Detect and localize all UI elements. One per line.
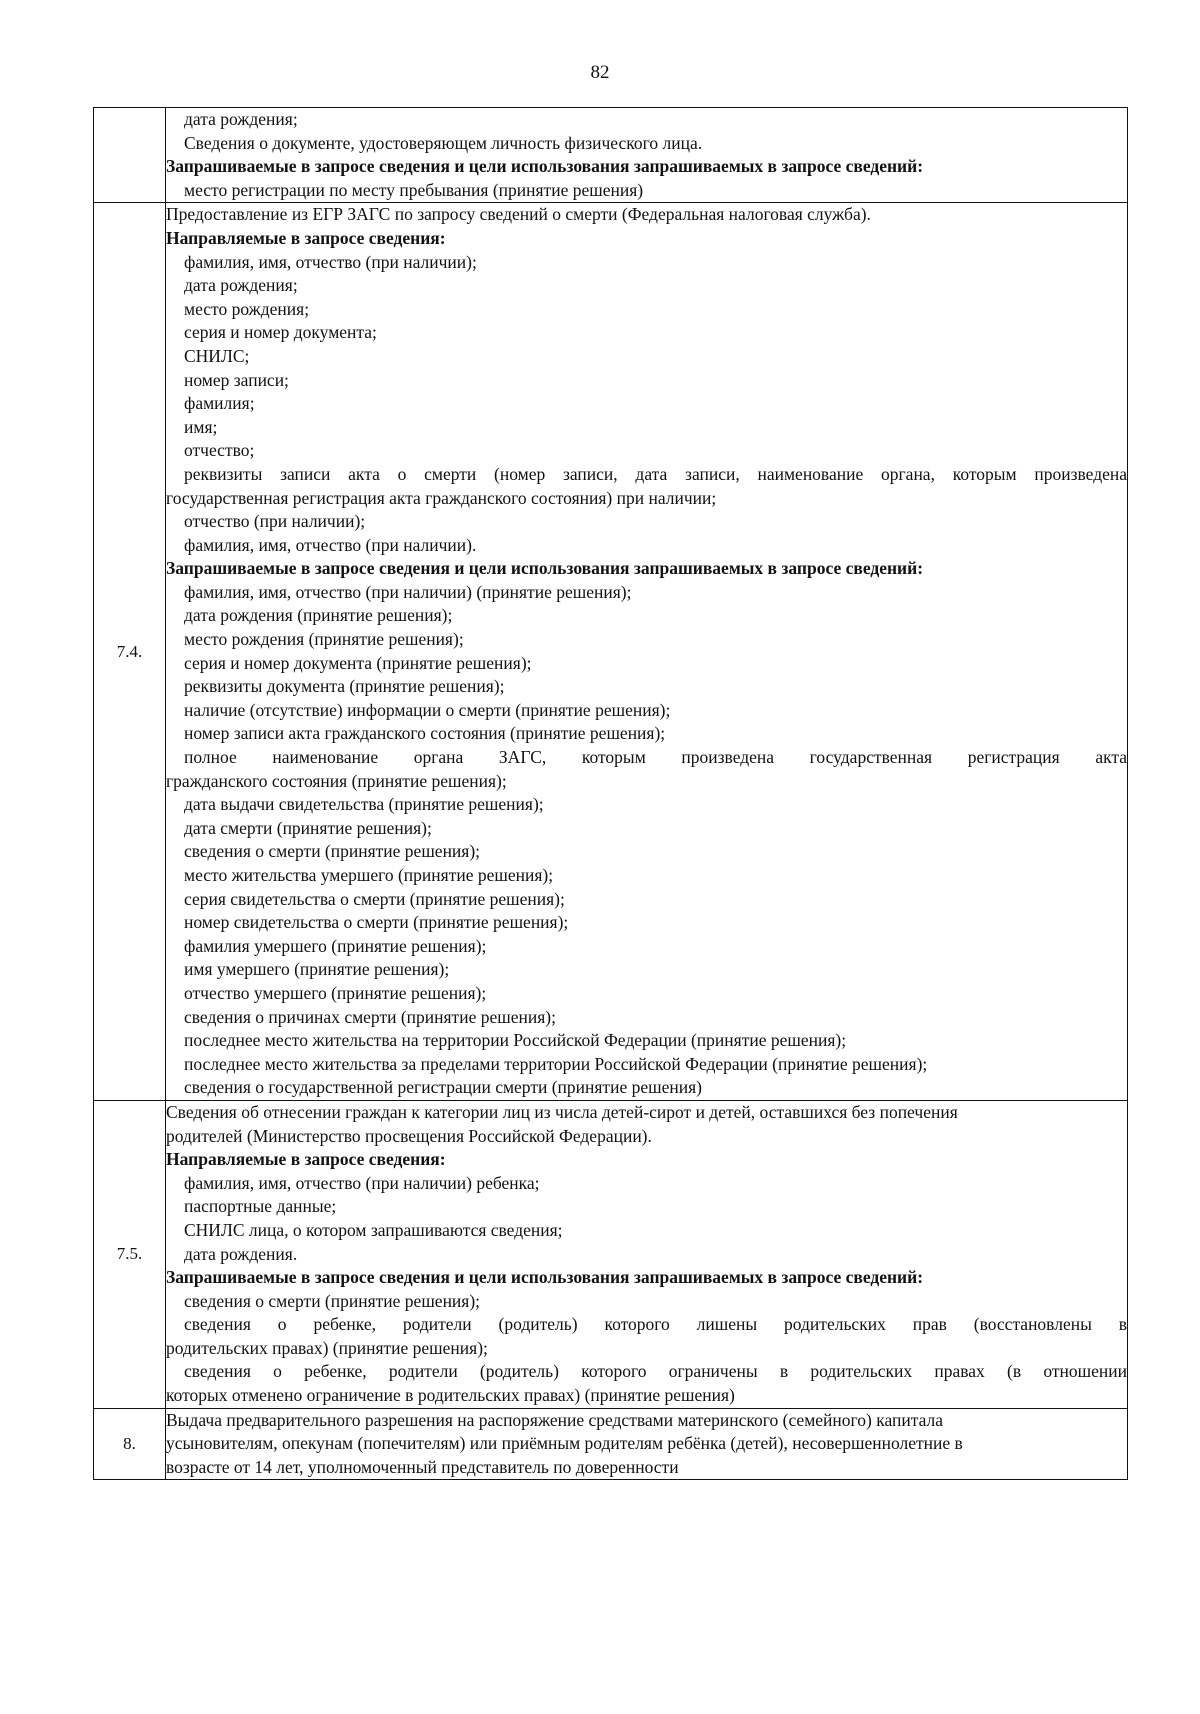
table-row [94,1408,1128,1480]
section-heading: Запрашиваемые в запросе сведения и цели использования запрашиваемых в запросе сведений: [166,156,924,177]
content-line: место жительства умершего (принятие решения); [184,865,554,885]
row-content [166,203,1128,1101]
content-line: Сведения о документе, удостоверяющем личность физического лица. [184,132,703,153]
content-line: дата рождения; [184,275,298,296]
content-line: фамилия, имя, отчество (при наличии) (принятие решения); [184,581,632,602]
content-line: гражданского состояния (принятие решения); [166,770,507,791]
table-row [94,203,1128,1101]
content-line: сведения о смерти (принятие решения); [184,841,481,862]
content-line: фамилия, имя, отчество (при наличии); [184,251,477,272]
table-row [94,108,1128,203]
content-line: серия свидетельства о смерти (принятие решения); [184,888,565,909]
content-line: сведения о ребенке, родители (родитель) которого ограничены в родительских правах (в отношении [184,1361,1127,1382]
content-line: серия и номер документа (принятие решения); [184,652,532,673]
content-line: реквизиты документа (принятие решения); [184,676,505,697]
content-line: номер записи; [184,369,289,390]
content-line: последнее место жительства на территории Российской Федерации (принятие решения); [184,1030,847,1051]
content-line: СНИЛС лица, о котором запрашиваются сведения; [184,1219,563,1240]
content-line: имя умершего (принятие решения); [184,959,450,980]
content-line: усыновителям, опекунам (попечителям) или приёмным родителям ребёнка (детей), несовершеннолетние в [166,1433,963,1454]
content-line: дата выдачи свидетельства (принятие решения); [184,794,544,815]
content-line: сведения о смерти (принятие решения); [184,1290,481,1311]
content-line: сведения о причинах смерти (принятие решения); [184,1006,556,1027]
section-heading: Запрашиваемые в запросе сведения и цели использования запрашиваемых в запросе сведений: [166,1267,924,1288]
content-line: сведения о государственной регистрации смерти (принятие решения) [184,1077,702,1098]
content-line: СНИЛС; [184,345,250,366]
table-row [94,1100,1128,1408]
content-line: дата рождения. [184,1243,298,1264]
section-heading: Направляемые в запросе сведения: [166,227,446,248]
content-line: фамилия, имя, отчество (при наличии) ребенка; [184,1172,540,1193]
content-line: отчество (при наличии); [184,511,366,532]
content-line: которых отменено ограничение в родительских правах) (принятие решения) [166,1385,735,1406]
row-content [166,108,1128,203]
content-line: паспортные данные; [184,1196,337,1217]
content-line: полное наименование органа ЗАГС, которым произведена государственная регистрация акта [184,747,1127,768]
page-number: 82 [590,62,610,83]
row-number: 8. [94,1408,166,1480]
row-content [166,1100,1128,1408]
section-heading: Запрашиваемые в запросе сведения и цели использования запрашиваемых в запросе сведений: [166,558,924,579]
content-line: реквизиты записи акта о смерти (номер записи, дата записи, наименование органа, которым произведена [184,463,1127,484]
content-line: место рождения (принятие решения); [184,629,464,650]
content-line: дата рождения (принятие решения); [184,605,453,626]
table-body [94,108,1128,1480]
content-line: возрасте от 14 лет, уполномоченный представитель по доверенности [166,1456,679,1477]
content-line: фамилия, имя, отчество (при наличии). [184,534,477,555]
content-line: Предоставление из ЕГР ЗАГС по запросу сведений о смерти (Федеральная налоговая служба). [166,204,871,225]
content-line: отчество умершего (принятие решения); [184,982,487,1003]
content-line: сведения о ребенке, родители (родитель) которого лишены родительских прав (восстановлены в [184,1314,1127,1335]
content-line: номер записи акта гражданского состояния (принятие решения); [184,723,666,744]
row-number [94,108,166,203]
content-line: Сведения об отнесении граждан к категории лиц из числа детей-сирот и детей, оставшихся без попечения [166,1101,958,1122]
row-content [166,1408,1128,1480]
row-number: 7.5. [94,1100,166,1408]
content-line: родительских правах) (принятие решения); [166,1337,488,1358]
row-number: 7.4. [94,203,166,1101]
content-line: государственная регистрация акта гражданского состояния) при наличии; [166,487,717,508]
content-line: отчество; [184,440,255,461]
content-line: место регистрации по месту пребывания (принятие решения) [184,179,644,200]
section-heading: Направляемые в запросе сведения: [166,1149,446,1170]
services-table [93,107,1128,1480]
content-line: последнее место жительства за пределами территории Российской Федерации (принятие решения); [184,1053,928,1074]
content-line: фамилия умершего (принятие решения); [184,935,487,956]
content-line: родителей (Министерство просвещения Российской Федерации). [166,1125,652,1146]
content-line: имя; [184,416,218,437]
content-line: номер свидетельства о смерти (принятие решения); [184,912,569,933]
content-line: Выдача предварительного разрешения на распоряжение средствами материнского (семейного) капитала [166,1409,944,1430]
content-line: наличие (отсутствие) информации о смерти (принятие решения); [184,699,671,720]
content-line: фамилия; [184,393,255,414]
content-line: серия и номер документа; [184,322,377,343]
content-line: дата смерти (принятие решения); [184,817,432,838]
content-line: место рождения; [184,298,310,319]
content-line: дата рождения; [184,109,298,129]
